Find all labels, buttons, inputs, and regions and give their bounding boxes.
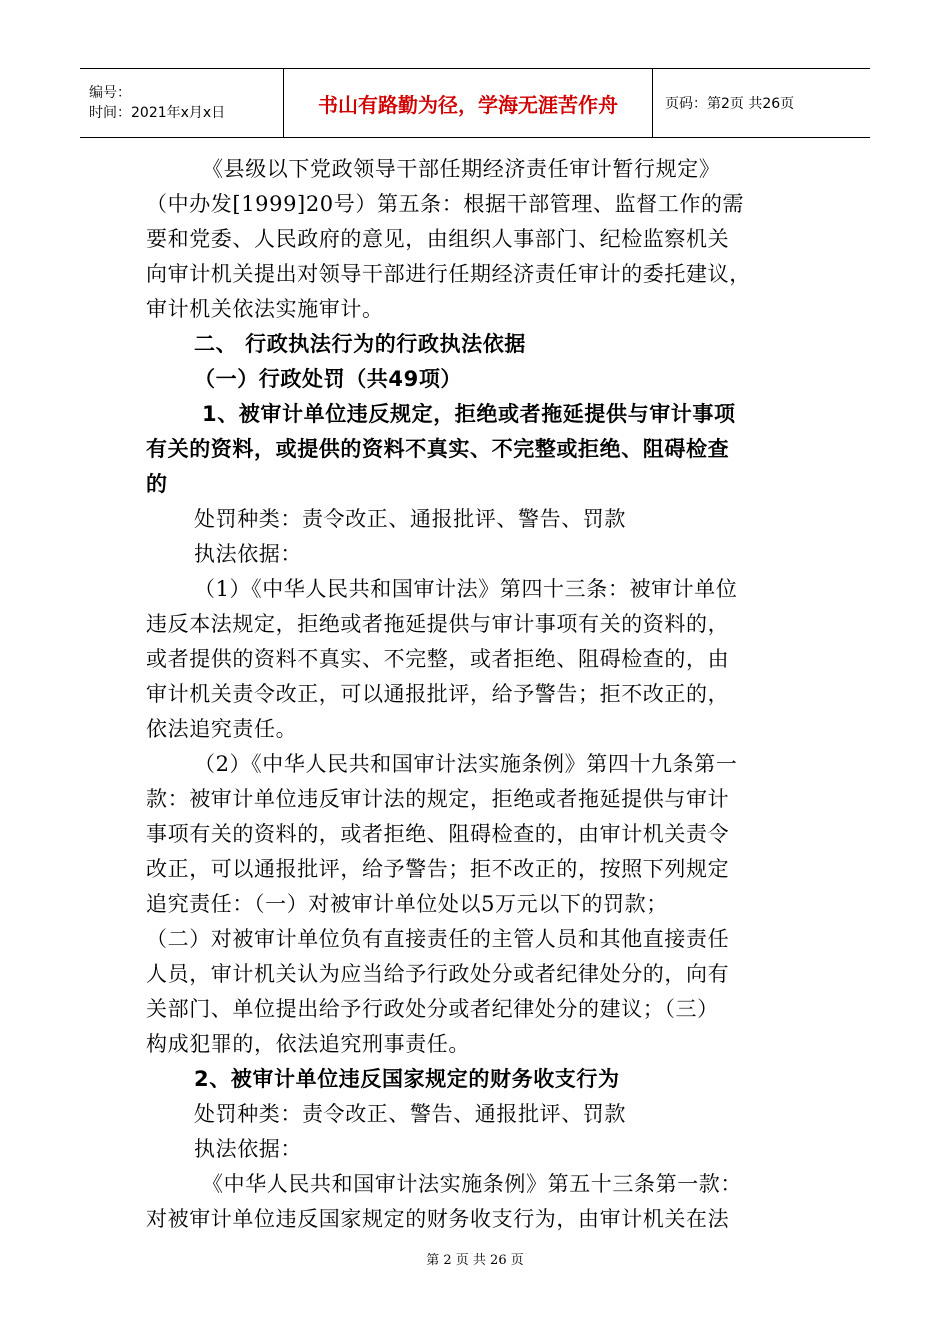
body-text-line: 对被审计单位违反国家规定的财务收支行为，由审计机关在法 <box>146 1207 730 1231</box>
body-text-line: 《县级以下党政领导干部任期经济责任审计暂行规定》 <box>202 157 721 181</box>
header-meta <box>80 69 283 137</box>
body-text-line: （1）《中华人民共和国审计法》第四十三条：被审计单位 <box>194 577 738 601</box>
document-time-label: 时间：2021年x月x日 <box>89 105 226 121</box>
body-text-line: （中办发[1999]20号）第五条：根据干部管理、监督工作的需 <box>146 192 745 216</box>
header-page-info: 页码：第2页 共26页 <box>665 96 795 112</box>
body-text-line: 《中华人民共和国审计法实施条例》第五十三条第一款： <box>202 1172 742 1196</box>
body-text-line: 人员，审计机关认为应当给予行政处分或者纪律处分的，向有 <box>146 962 730 986</box>
body-text-line: 处罚种类：责令改正、通报批评、警告、罚款 <box>194 507 626 531</box>
body-text-line: 依法追究责任。 <box>146 717 298 741</box>
body-text-line: 执法依据： <box>194 542 302 566</box>
body-text-line: 违反本法规定，拒绝或者拖延提供与审计事项有关的资料的， <box>146 612 730 636</box>
heading-line: 的 <box>146 472 168 496</box>
heading-line: 2、被审计单位违反国家规定的财务收支行为 <box>194 1067 620 1091</box>
heading-line: 二、 行政执法行为的行政执法依据 <box>194 332 526 356</box>
body-text-line: 构成犯罪的，依法追究刑事责任。 <box>146 1032 470 1056</box>
body-text-line: 或者提供的资料不真实、不完整，或者拒绝、阻碍检查的，由 <box>146 647 730 671</box>
body-text-line: 处罚种类：责令改正、警告、通报批评、罚款 <box>194 1102 626 1126</box>
body-text-line: 审计机关责令改正，可以通报批评，给予警告；拒不改正的， <box>146 682 730 706</box>
body-text-line: 关部门、单位提出给予行政处分或者纪律处分的建议；（三） <box>146 997 719 1021</box>
document-number-label: 编号： <box>89 85 131 101</box>
header-motto-cell <box>283 69 653 137</box>
body-text-line: 审计机关依法实施审计。 <box>146 297 384 321</box>
page-header <box>80 68 870 138</box>
body-text-line: （二）对被审计单位负有直接责任的主管人员和其他直接责任 <box>146 927 730 951</box>
header-motto: 书山有路勤为径，学海无涯苦作舟 <box>318 92 618 117</box>
body-text-line: （2）《中华人民共和国审计法实施条例》第四十九条第一 <box>194 752 738 776</box>
body-text-line: 款：被审计单位违反审计法的规定，拒绝或者拖延提供与审计 <box>146 787 730 811</box>
body-text-line: 向审计机关提出对领导干部进行任期经济责任审计的委托建议， <box>146 262 751 286</box>
body-text-line: 改正，可以通报批评，给予警告；拒不改正的，按照下列规定 <box>146 857 730 881</box>
header-page-info-cell <box>653 69 870 137</box>
heading-line: 有关的资料，或提供的资料不真实、不完整或拒绝、阻碍检查 <box>146 437 730 461</box>
page-footer: 第 2 页 共 26 页 <box>426 1253 524 1268</box>
body-text-line: 事项有关的资料的，或者拒绝、阻碍检查的，由审计机关责令 <box>146 822 730 846</box>
body-text-line: 要和党委、人民政府的意见，由组织人事部门、纪检监察机关 <box>146 227 730 251</box>
body-text-line: 执法依据： <box>194 1137 302 1161</box>
heading-line: （一）行政处罚（共49项） <box>194 367 463 391</box>
document-body <box>146 152 806 1237</box>
body-text-line: 追究责任：（一）对被审计单位处以5万元以下的罚款； <box>146 892 668 916</box>
heading-line: 1、被审计单位违反规定，拒绝或者拖延提供与审计事项 <box>202 402 736 426</box>
